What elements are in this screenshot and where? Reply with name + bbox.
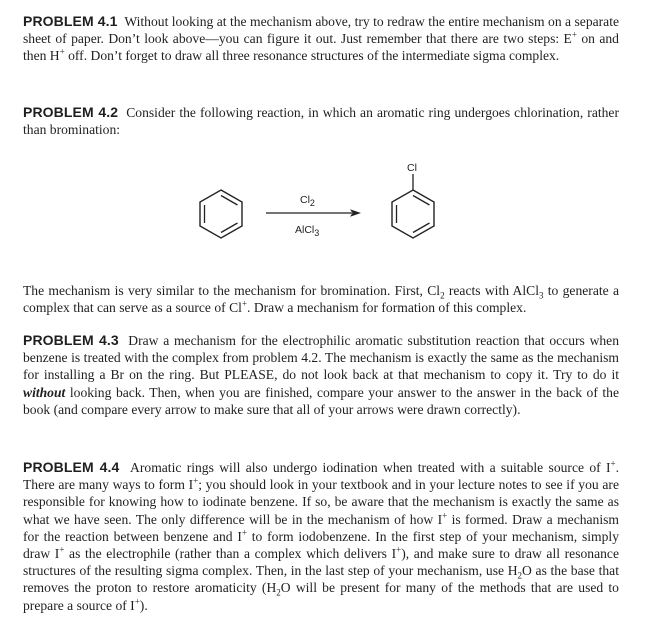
problem-4-3: PROBLEM 4.3 Draw a mechanism for the electrophilic aromatic substitution reaction that occurs when benzene is treated with the complex from problem 4.2. The mechanism is exactly the same as the mechanism for installing a Br on the ring. But PLEASE, do not look back at that mechanism to copy it. Try to do it without looking back. Then, when you are finished, compare your answer to the answer in the back of the book (and compare every arrow to make sure that all of your arrows were drawn correctly).: [23, 332, 620, 417]
problem-4-2: PROBLEM 4.2 Consider the following reaction, in which an aromatic ring undergoes chlorination, rather than bromination:: [23, 104, 619, 138]
problem-4-1-label: PROBLEM 4.1: [23, 13, 118, 29]
reaction-arrow: [266, 208, 362, 218]
chlorobenzene-product: [388, 172, 438, 242]
problem-4-2-continued: The mechanism is very similar to the mechanism for bromination. First, $Cl_2$ reacts with AlCl$_3$ to generate a complex that can serve as a source of Cl+. Draw a mechanism for formation of this complex.: [23, 283, 619, 316]
reagent-top: $Cl_2$: [300, 194, 315, 209]
product-substituent: Cl: [407, 162, 417, 174]
problem-4-3-label: PROBLEM 4.3: [23, 332, 119, 348]
reagent-bottom: AlCl$_3$: [295, 224, 320, 239]
problem-4-2-label: PROBLEM 4.2: [23, 104, 119, 120]
problem-4-1: PROBLEM 4.1 Without looking at the mechanism above, try to redraw the entire mechanism on a separate sheet of paper. Don’t look above—you can figure it out. Just remember that there are two steps: E+ on and then H+ off. Don’t forget to draw all three resonance structures of the intermediate sigma complex.: [23, 13, 620, 64]
benzene-reactant: [196, 188, 246, 240]
problem-4-4: PROBLEM 4.4 Aromatic rings will also undergo iodination when treated with a suitable source of I+. There are many ways to form I+; you should look in your textbook and in your lecture notes to see if you are responsible for knowing how to iodinate benzene. If so, be aware that the mechanism is exactly the same as what we have seen. The only difference will be in the mechanism of how I+ is formed. Draw a mechanism for the reaction between benzene and I+ to form iodobenzene. In the first step of your mechanism, simply draw I+ as the electrophile (rather than a complex which delivers I+), and make sure to draw all resonance structures of the resulting sigma complex. Then, in the last step of your mechanism, use $H_2O$ as the base that removes the proton to restore aromaticity ($H_2O$ will be present for many of the methods that are used to prepare a source of I+).: [23, 458, 620, 613]
problem-4-4-label: PROBLEM 4.4: [23, 459, 120, 475]
